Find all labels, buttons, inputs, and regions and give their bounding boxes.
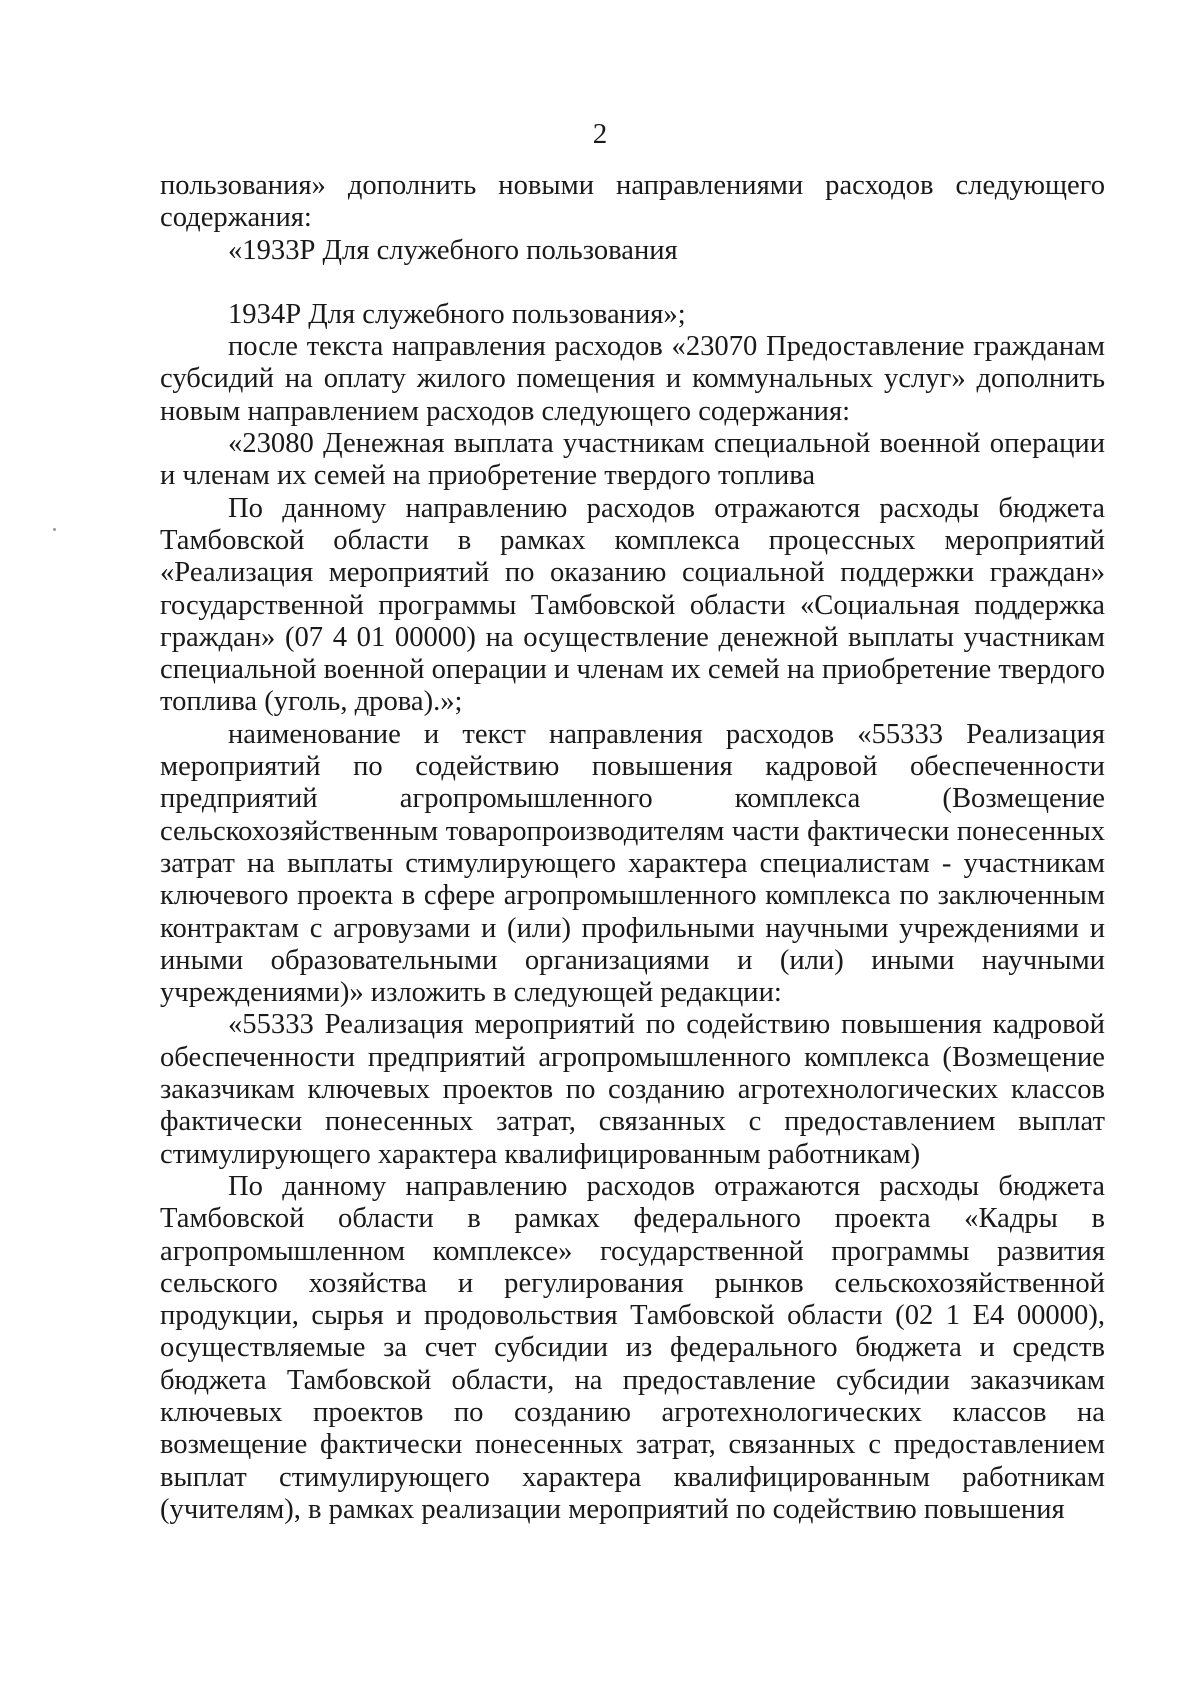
paragraph-continuation: пользования» дополнить новыми направлениями расходов следующего содержания: bbox=[160, 170, 1105, 234]
paragraph-code-1933r: «1933Р Для служебного пользования bbox=[228, 234, 678, 266]
paragraph-gap bbox=[160, 267, 1105, 299]
paragraph-code-1934r: 1934Р Для служебного пользования»; bbox=[228, 298, 686, 330]
page-number: 2 bbox=[592, 118, 608, 150]
paragraph-code-23080: «23080 Денежная выплата участникам специальной военной операции и членам их семей на приобретение твердого топлива bbox=[160, 428, 1105, 492]
paragraph-55333-new-name: «55333 Реализация мероприятий по содействию повышения кадровой обеспеченности предприятий агропромышленного комплекса (Возмещение заказчикам ключевых проектов по созданию агротехнологических классов фактически понесенных затрат, связанных с предоставлением выплат стимулирующего характера квалифицированным работникам) bbox=[160, 1009, 1105, 1170]
document-body bbox=[160, 170, 1105, 1526]
paragraph-23080-description: По данному направлению расходов отражаются расходы бюджета Тамбовской области в рамках комплекса процессных мероприятий «Реализация мероприятий по оказанию социальной поддержки граждан» государственной программы Тамбовской области «Социальная поддержка граждан» (07 4 01 00000) на осуществление денежной выплаты участникам специальной военной операции и членам их семей на приобретение твердого топлива (уголь, дрова).»; bbox=[160, 492, 1105, 718]
paragraph-after-23070: после текста направления расходов «23070 Предоставление гражданам субсидий на оплату жилого помещения и коммунальных услуг» дополнить новым направлением расходов следующего содержания: bbox=[160, 331, 1105, 427]
margin-speck bbox=[53, 528, 56, 531]
paragraph-55333-description: По данному направлению расходов отражаются расходы бюджета Тамбовской области в рамках федерального проекта «Кадры в агропромышленном комплексе» государственной программы развития сельского хозяйства и регулирования рынков сельскохозяйственной продукции, сырья и продовольствия Тамбовской области (02 1 Е4 00000), осуществляемые за счет субсидии из федерального бюджета и средств бюджета Тамбовской области, на предоставление субсидии заказчикам ключевых проектов по созданию агротехнологических классов на возмещение фактически понесенных затрат, связанных с предоставлением выплат стимулирующего характера квалифицированным работникам (учителям), в рамках реализации мероприятий по содействию повышения bbox=[160, 1170, 1105, 1525]
paragraph-55333-old-text: наименование и текст направления расходов «55333 Реализация мероприятий по содействию повышения кадровой обеспеченности предприятий агропромышленного комплекса (Возмещение сельскохозяйственным товаропроизводителям части фактически понесенных затрат на выплаты стимулирующего характера специалистам - участникам ключевого проекта в сфере агропромышленного комплекса по заключенным контрактам с агровузами и (или) профильными научными учреждениями и иными образовательными организациями и (или) иными научными учреждениями)» изложить в следующей редакции: bbox=[160, 718, 1105, 1009]
